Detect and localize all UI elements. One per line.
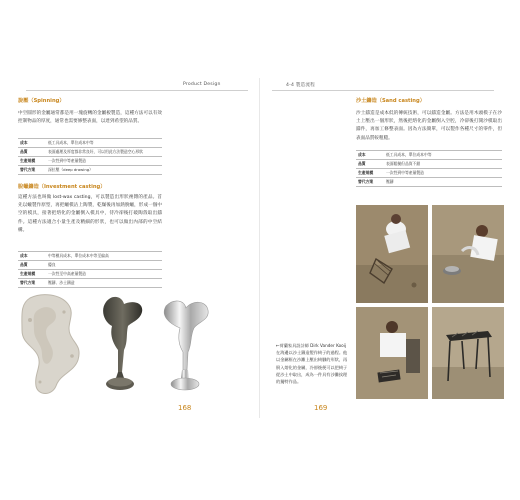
ceramic-mold-photo [16,290,88,398]
spec-value: 壓鑄、沙土鑄造 [46,279,162,288]
sand-cast-chair-photo [432,307,504,399]
spec-key: 生產規模 [18,157,46,166]
spec-table-investment [18,251,162,288]
section-title-investment: 脫蠟鑄造（Investment casting） [18,184,106,190]
spec-value: 優良 [46,261,162,270]
bronze-figurine-photo [92,292,154,398]
spec-row [356,160,502,169]
section-title-spinning: 旋壓（Spinning） [18,98,65,104]
spec-row [18,148,162,157]
spec-row [18,270,162,279]
spec-table-sand [356,150,502,187]
spec-value: 低工具成本，單位成本中等 [46,139,162,148]
spec-row [356,151,502,160]
page-number-right: 169 [314,404,328,412]
spec-key: 生產規模 [356,169,384,178]
running-head-right: 4-4 製造流程 [286,83,315,88]
spec-value: 深拉壓（deep drawing） [46,166,162,175]
spec-key: 品質 [356,160,384,169]
spec-value: 一次性至中高產量製造 [46,270,162,279]
spec-value: 表面處理及厚度都非常良好，可以用此方法製造空心形狀 [46,148,162,157]
spec-row [18,279,162,288]
spec-row [356,169,502,178]
spec-row [18,157,162,166]
spec-key: 成本 [356,151,384,160]
spec-key: 生產規模 [18,270,46,279]
body-investment: 這種方法也叫做 lost-wax casting，可以製造出形狀複雜的產品。首先以蠟製作原型，再把蠟模沾上陶漿，乾燥後再加熱脫蠟，形成一個中空的模具，接著把熔化的金屬倒入模具中，待冷卻後打破陶殼取出鑄件。這種方法適合小量生產及精細的形狀，也可以做出內部的中空結構。 [18,195,162,233]
page-number-left: 168 [178,404,192,412]
right-page [260,0,520,500]
spec-value: 壓鑄 [384,178,502,187]
sand-casting-photo-3 [356,307,428,399]
spec-row [18,139,162,148]
running-head-left: Product Design [183,82,221,87]
spec-row [18,166,162,175]
section-title-sand: 沙土鑄造（Sand casting） [356,98,425,104]
spec-row [356,178,502,187]
body-sand: 沙土鑄造是成本低的傳統技術，可以鑄造金屬。方法是用木頭模子在沙土上壓出一個形狀，然後把熔化的金屬倒入空腔，冷卻後打開沙模取出鑄件，再加工修整表面。因為方法簡單，可以製作各種尺寸的零件，但表面品質較粗糙。 [356,111,502,141]
spec-key: 替代方案 [18,279,46,288]
sand-casting-photo-2 [432,205,504,303]
photo-caption: ←荷蘭家具設計師 Dirk Vander Kooij 在海邊以沙土鑄造製作椅子的過程。他以金屬框在沙灘上壓出椅腳的形狀，再倒入熔化的金屬，冷卻後便可以把椅子從沙土中取出，成為一件具有沙灘紋理的獨特作品。 [276,343,348,385]
spec-key: 替代方案 [18,166,46,175]
spec-value: 一次性到中等產量製造 [46,157,162,166]
header-rule-right [272,90,494,91]
spec-value: 一次性到中等產量製造 [384,169,502,178]
spec-value: 表面粗糙但品質不錯 [384,160,502,169]
body-spinning: 中空圓形的金屬通常都是用一塊旋轉的金屬板製造，這種方法可以有效控制物品的厚度，通常也需要修整表面，以達到希望的品質。 [18,111,162,125]
header-rule-left [26,90,248,91]
spec-row [18,261,162,270]
chrome-figurine-photo [158,294,216,398]
spec-value: 中等模具成本，單位成本中等至偏高 [46,252,162,261]
spec-key: 品質 [18,261,46,270]
spec-key: 替代方案 [356,178,384,187]
spec-value: 低工具成本，單位成本中等 [384,151,502,160]
spec-table-spinning [18,138,162,175]
spec-key: 品質 [18,148,46,157]
sand-casting-photo-1 [356,205,428,303]
spec-key: 成本 [18,139,46,148]
spec-key: 成本 [18,252,46,261]
spec-row [18,252,162,261]
